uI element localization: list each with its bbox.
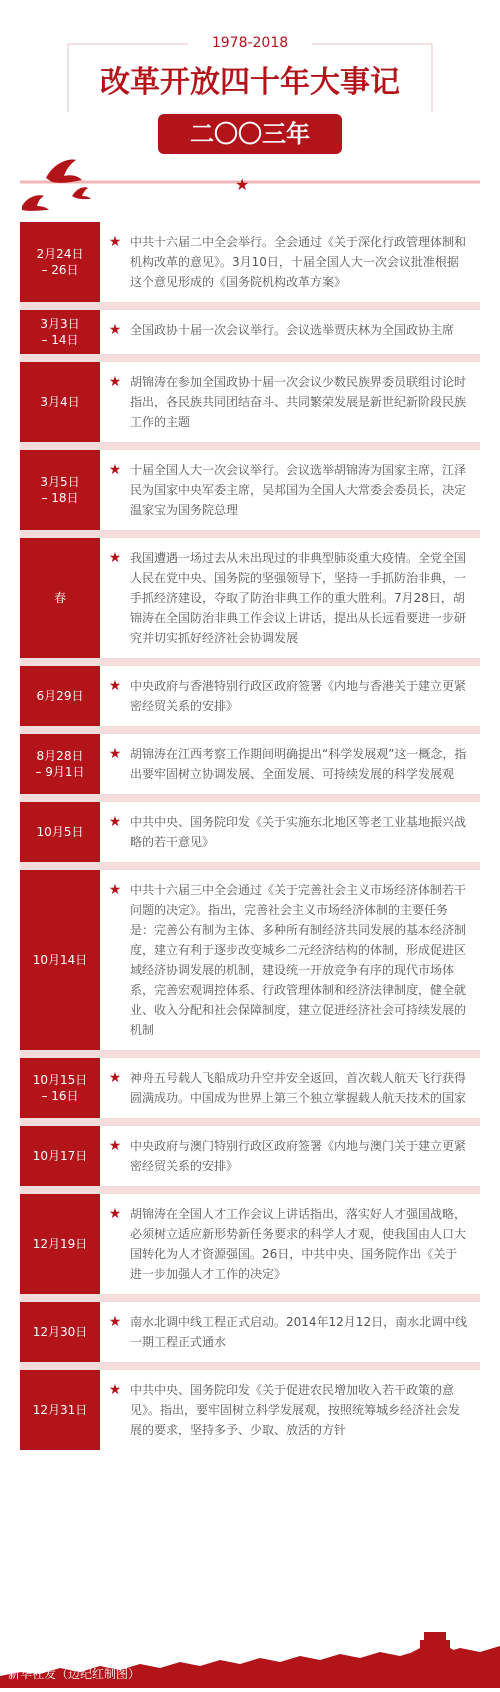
event-text: 十届全国人大一次会议举行。会议选举胡锦涛为国家主席，江泽民为国家中央军委主席，吴邦国为全国人大常委会委员长，决定温家宝为国务院总理 xyxy=(130,463,467,517)
star-icon: ★ xyxy=(108,1138,122,1154)
star-icon: ★ xyxy=(108,678,122,694)
row-divider xyxy=(20,658,480,666)
event-text: 中共中央、国务院印发《关于实施东北地区等老工业基地振兴战略的若干意见》 xyxy=(130,815,467,849)
event-row xyxy=(20,666,480,726)
star-icon: ★ xyxy=(108,462,122,478)
star-icon: ★ xyxy=(108,882,122,898)
event-text: 中央政府与澳门特别行政区政府签署《内地与澳门关于建立更紧密经贸关系的安排》 xyxy=(130,1139,467,1173)
footer xyxy=(0,1628,500,1688)
event-row xyxy=(20,1058,480,1118)
event-date: 8月28日 – 9月1日 xyxy=(20,734,100,794)
event-text: 全国政协十届一次会议举行。会议选举贾庆林为全国政协主席 xyxy=(130,323,455,337)
event-date: 3月4日 xyxy=(20,362,100,442)
star-icon: ★ xyxy=(108,814,122,830)
event-date: 12月31日 xyxy=(20,1370,100,1450)
star-icon: ★ xyxy=(108,1070,122,1086)
star-icon: ★ xyxy=(108,322,122,338)
row-divider xyxy=(20,1050,480,1058)
row-divider xyxy=(20,302,480,310)
row-divider xyxy=(20,726,480,734)
row-divider xyxy=(20,1186,480,1194)
event-row xyxy=(20,362,480,442)
row-divider xyxy=(20,530,480,538)
header xyxy=(0,0,500,230)
event-date: 10月14日 xyxy=(20,870,100,1050)
event-row xyxy=(20,1370,480,1450)
event-text: 胡锦涛在江西考察工作期间明确提出“科学发展观”这一概念，指出要牢固树立协调发展、全面发展、可持续发展的科学发展观 xyxy=(130,747,467,781)
header-graphic xyxy=(0,0,500,230)
timeline xyxy=(20,222,480,1450)
event-text: 神舟五号载人飞船成功升空并安全返回，首次载人航天飞行获得圆满成功。中国成为世界上第三个独立掌握载人航天技术的国家 xyxy=(130,1071,467,1105)
row-divider xyxy=(20,354,480,362)
years-text: 1978-2018 xyxy=(211,35,289,51)
event-text: 胡锦涛在参加全国政协十届一次会议少数民族界委员联组讨论时指出，各民族共同团结奋斗、共同繁荣发展是新世纪新阶段民族工作的主题 xyxy=(130,375,467,429)
event-date: 12月19日 xyxy=(20,1194,100,1294)
row-divider xyxy=(20,442,480,450)
event-row xyxy=(20,1126,480,1186)
event-text: 中共十六届二中全会举行。全会通过《关于深化行政管理体制和机构改革的意见》。3月10日，十届全国人大一次会议批准根据这个意见形成的《国务院机构改革方案》 xyxy=(130,235,467,289)
event-date: 12月30日 xyxy=(20,1302,100,1362)
row-divider xyxy=(20,1118,480,1126)
event-date: 10月15日 – 16日 xyxy=(20,1058,100,1118)
event-text: 我国遭遇一场过去从未出现过的非典型肺炎重大疫情。全党全国人民在党中央、国务院的坚强领导下，坚持一手抓防治非典，一手抓经济建设，夺取了防治非典工作的重大胜利。7月28日，胡锦涛在全国防治非典工作会议上讲话，提出从长远看要进一步研究并切实抓好经济社会协调发展 xyxy=(130,551,467,645)
event-row xyxy=(20,538,480,658)
page-title: 改革开放四十年大事记 xyxy=(100,65,400,100)
event-row xyxy=(20,1194,480,1294)
event-date: 3月5日 – 18日 xyxy=(20,450,100,530)
year-label: 二〇〇三年 xyxy=(190,120,310,148)
event-row xyxy=(20,734,480,794)
row-divider xyxy=(20,862,480,870)
dove-icon xyxy=(22,160,91,211)
row-divider xyxy=(20,1362,480,1370)
event-row xyxy=(20,870,480,1050)
event-date: 2月24日 – 26日 xyxy=(20,222,100,302)
star-icon: ★ xyxy=(108,746,122,762)
event-date: 春 xyxy=(20,538,100,658)
event-row xyxy=(20,1302,480,1362)
event-date: 3月3日 – 14日 xyxy=(20,310,100,354)
event-row xyxy=(20,450,480,530)
star-icon: ★ xyxy=(108,374,122,390)
star-icon: ★ xyxy=(108,550,122,566)
event-row xyxy=(20,222,480,302)
event-text: 中共十六届三中全会通过《关于完善社会主义市场经济体制若干问题的决定》。指出，完善社会主义市场经济体制的主要任务是：完善公有制为主体、多种所有制经济共同发展的基本经济制度，建立有利于逐步改变城乡二元经济结构的体制，形成促进区域经济协调发展的机制，建设统一开放竞争有序的现代市场体系，完善宏观调控体系、行政管理体制和经济法律制度，健全就业、收入分配和社会保障制度，建立促进经济社会可持续发展的机制 xyxy=(130,883,467,1037)
credit-text: 新华社发（边纪红制图） xyxy=(8,1667,141,1681)
event-row xyxy=(20,802,480,862)
event-row xyxy=(20,310,480,354)
star-icon: ★ xyxy=(108,1314,122,1330)
star-icon: ★ xyxy=(108,1382,122,1398)
event-text: 南水北调中线工程正式启动。2014年12月12日，南水北调中线一期工程正式通水 xyxy=(130,1315,468,1349)
event-text: 中共中央、国务院印发《关于促进农民增加收入若干政策的意见》。指出，要牢固树立科学发展观，按照统筹城乡经济社会发展的要求，坚持多予、少取、放活的方针 xyxy=(130,1383,461,1437)
star-icon: ★ xyxy=(108,234,122,250)
star-icon: ★ xyxy=(108,1206,122,1222)
star-icon: ★ xyxy=(235,175,250,194)
row-divider xyxy=(20,794,480,802)
event-text: 胡锦涛在全国人才工作会议上讲话指出，落实好人才强国战略，必须树立适应新形势新任务要求的科学人才观，使我国由人口大国转化为人才资源强国。26日，中共中央、国务院作出《关于进一步加强人才工作的决定》 xyxy=(130,1207,467,1281)
row-divider xyxy=(20,1294,480,1302)
event-date: 6月29日 xyxy=(20,666,100,726)
event-date: 10月5日 xyxy=(20,802,100,862)
event-date: 10月17日 xyxy=(20,1126,100,1186)
event-text: 中央政府与香港特别行政区政府签署《内地与香港关于建立更紧密经贸关系的安排》 xyxy=(130,679,467,713)
